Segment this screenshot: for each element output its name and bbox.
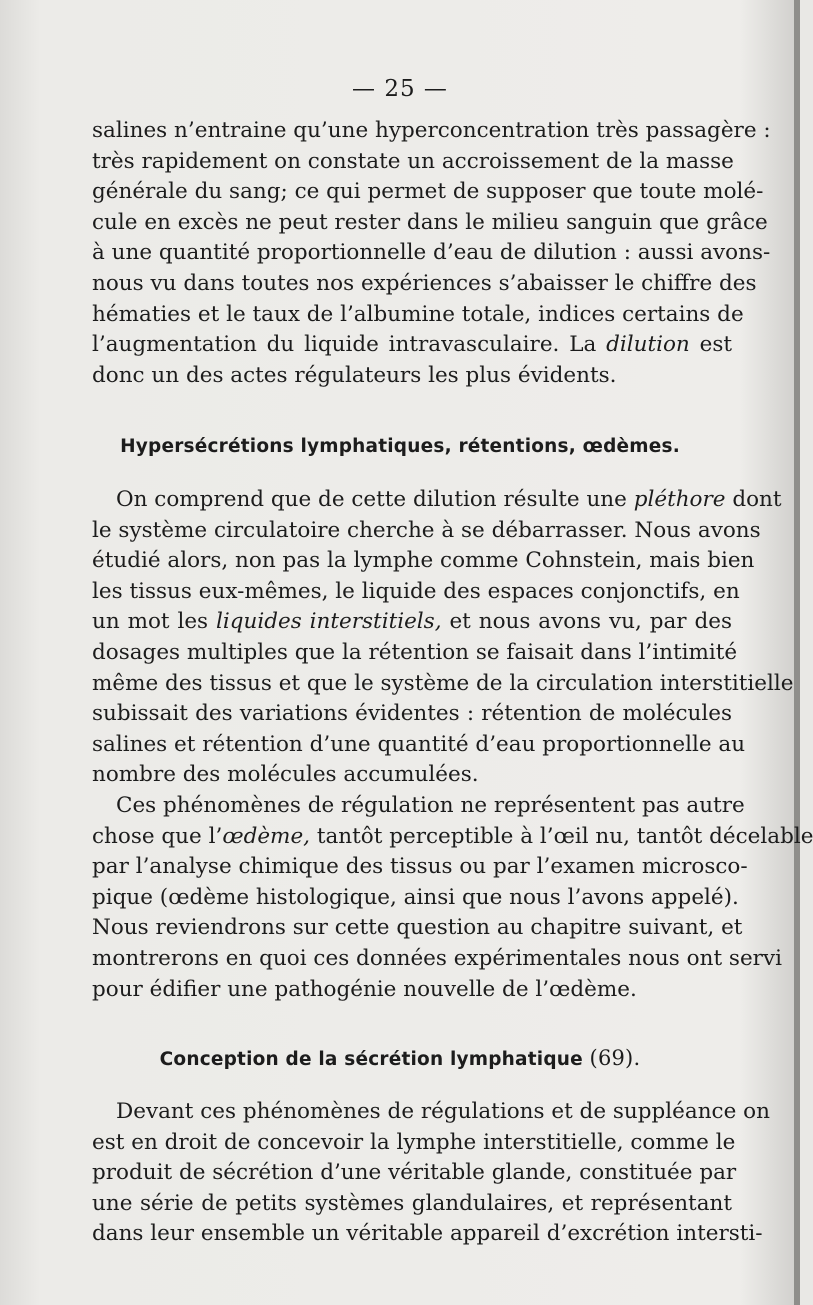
section-heading-2 — [0, 1046, 800, 1070]
text-line: dans leur ensemble un véritable appareil d’excrétion intersti- — [92, 1221, 763, 1247]
text-line: nombre des molécules accumulées. — [92, 762, 479, 788]
reference-number: (69). — [589, 1046, 641, 1070]
text-line: par l’analyse chimique des tissus ou par l’examen microsco- — [92, 854, 748, 880]
text-line: très rapidement on constate un accroissement de la masse — [92, 148, 734, 174]
text-line: générale du sang; ce qui permet de supposer que toute molé- — [92, 179, 764, 205]
page-number: — 25 — — [352, 76, 448, 102]
text-line: On comprend que de cette dilution résulte une pléthore dont — [116, 487, 782, 512]
paragraph-3 — [92, 791, 813, 1005]
heading-text: Conception de la sécrétion lymphatique — [159, 1049, 583, 1070]
text-line: montrerons en quoi ces données expérimentales nous ont servi — [92, 945, 782, 971]
text-line: chose que l’œdème, tantôt perceptible à l’œil nu, tantôt décelable — [92, 823, 813, 849]
text-line: même des tissus et que le système de la circulation interstitielle — [92, 670, 794, 696]
text-line: étudié alors, non pas la lymphe comme Cohnstein, mais bien — [92, 548, 755, 574]
text-line: l’augmentation du liquide intravasculaire. La dilution est — [92, 332, 732, 358]
text-line: subissait des variations évidentes : rétention de molécules — [92, 701, 732, 727]
text-line: Nous reviendrons sur cette question au chapitre suivant, et — [92, 915, 743, 941]
text-line: Ces phénomènes de régulation ne représentent pas autre — [116, 793, 745, 818]
text-line: donc un des actes régulateurs les plus évidents. — [92, 362, 617, 388]
text-line: cule en excès ne peut rester dans le milieu sanguin que grâce — [92, 209, 768, 235]
text-line: salines n’entraine qu’une hyperconcentration très passagère : — [92, 118, 771, 143]
paragraph-2 — [92, 485, 794, 791]
text-line: salines et rétention d’une quantité d’eau proportionnelle au — [92, 731, 746, 757]
text-line: hématies et le taux de l’albumine totale, indices certains de — [92, 301, 744, 327]
text-line: les tissus eux-mêmes, le liquide des espaces conjonctifs, en — [92, 578, 740, 604]
text-line: produit de sécrétion d’une véritable glande, constituée par — [92, 1160, 737, 1186]
text-line: à une quantité proportionnelle d’eau de dilution : aussi avons- — [92, 240, 771, 266]
text-line: pour édifier une pathogénie nouvelle de l’œdème. — [92, 976, 637, 1002]
section-heading-1: Hypersécrétions lymphatiques, rétentions, œdèmes. — [120, 436, 680, 457]
text-line: nous vu dans toutes nos expériences s’abaisser le chiffre des — [92, 270, 757, 296]
text-line: le système circulatoire cherche à se débarrasser. Nous avons — [92, 517, 761, 543]
paragraph-4 — [92, 1097, 770, 1250]
text-line: Devant ces phénomènes de régulations et de suppléance on — [116, 1099, 770, 1124]
text-line: est en droit de concevoir la lymphe interstitielle, comme le — [92, 1129, 736, 1155]
text-line: dosages multiples que la rétention se faisait dans l’intimité — [92, 639, 738, 665]
text-line: une série de petits systèmes glandulaires, et représentant — [92, 1190, 732, 1216]
text-line: pique (œdème histologique, ainsi que nous l’avons appelé). — [92, 884, 739, 910]
paragraph-1 — [92, 116, 771, 391]
text-line: un mot les liquides interstitiels, et nous avons vu, par des — [92, 609, 732, 635]
page-edge-shadow — [794, 0, 800, 1305]
